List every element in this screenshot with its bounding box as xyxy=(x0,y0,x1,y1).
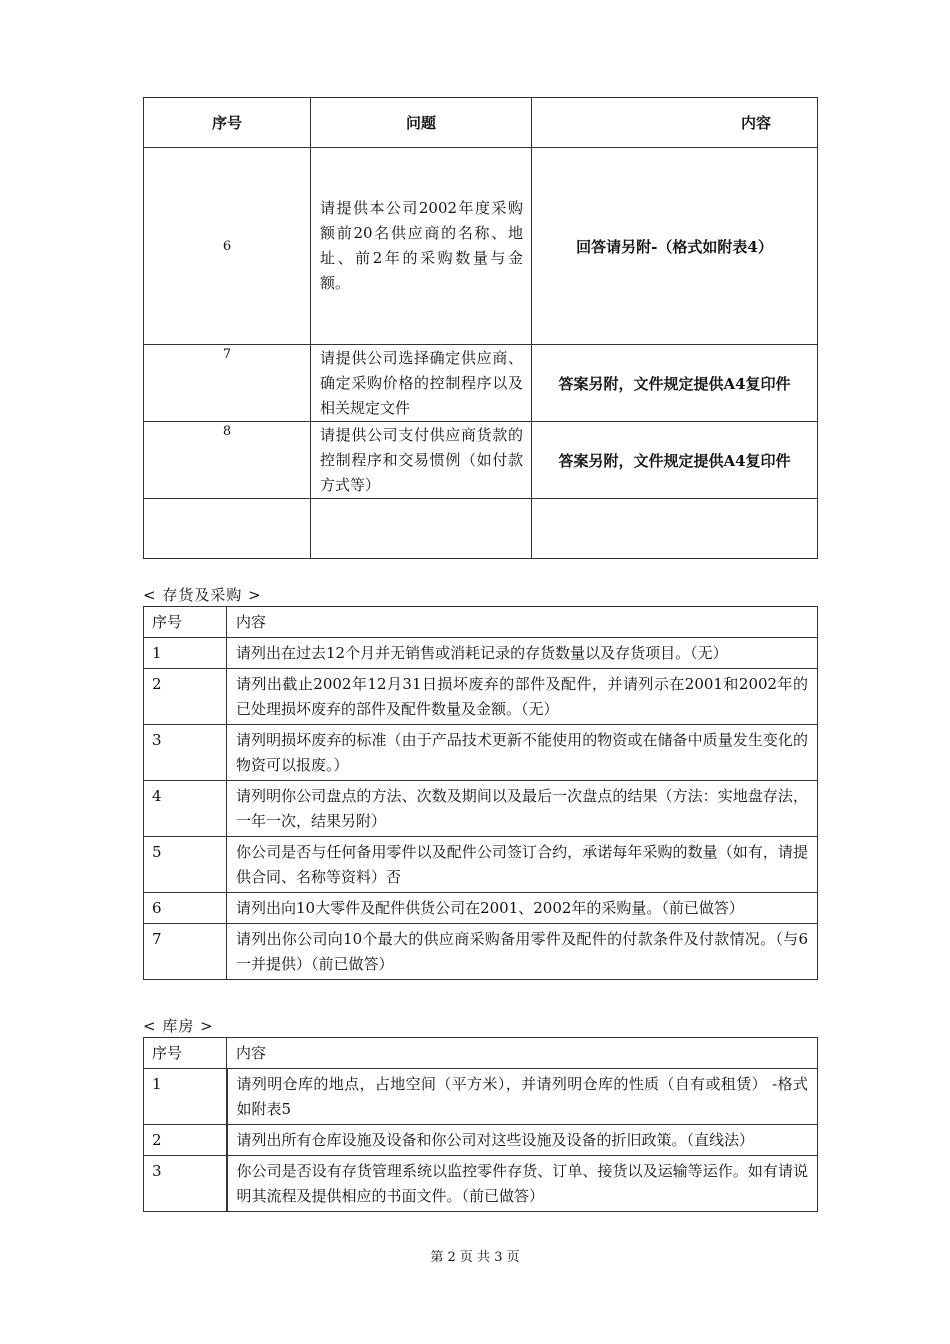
row-number: 4 xyxy=(144,781,227,837)
row-text: 请列明仓库的地点，占地空间（平方米），并请列明仓库的性质（自有或租赁） -格式如附表5 xyxy=(227,1069,818,1125)
row-text: 你公司是否设有存货管理系统以监控零件存货、订单、接货以及运输等运作。如有请说明其流程及提供相应的书面文件。（前已做答） xyxy=(227,1156,818,1212)
row-text: 请列明你公司盘点的方法、次数及期间以及最后一次盘点的结果（方法：实地盘存法，一年一次，结果另附） xyxy=(227,781,818,837)
row-number: 2 xyxy=(144,1125,227,1156)
empty-row xyxy=(144,499,818,559)
header-number: 序号 xyxy=(144,607,227,638)
row-text: 请列出向10大零件及配件供货公司在2001、2002年的采购量。（前已做答） xyxy=(227,893,818,924)
empty-cell xyxy=(532,499,818,559)
row-number: 7 xyxy=(144,924,227,980)
row-number: 1 xyxy=(144,1069,227,1125)
warehouse-table xyxy=(143,1037,818,1212)
table-row xyxy=(144,924,818,980)
table-row xyxy=(144,725,818,781)
table-row xyxy=(144,837,818,893)
row-number: 8 xyxy=(144,422,311,499)
row-question: 请提供本公司2002年度采购额前20名供应商的名称、地址、前2年的采购数量与金额。 xyxy=(311,148,532,345)
row-number: 3 xyxy=(144,1156,227,1212)
table-row xyxy=(144,422,818,499)
section-title-warehouse: < 库房 > xyxy=(143,1017,214,1035)
header-question: 问题 xyxy=(311,98,532,148)
header-content: 内容 xyxy=(532,98,818,148)
row-answer: 回答请另附-（格式如附表4） xyxy=(532,148,818,345)
row-number: 6 xyxy=(144,148,311,345)
header-number: 序号 xyxy=(144,1038,227,1069)
header-content: 内容 xyxy=(227,607,818,638)
table-row xyxy=(144,669,818,725)
table-row xyxy=(144,638,818,669)
row-text: 请列出截止2002年12月31日损坏废弃的部件及配件，并请列示在2001和2002年的已处理损坏废弃的部件及配件数量及金额。（无） xyxy=(227,669,818,725)
table-row xyxy=(144,345,818,422)
row-text: 请列明损坏废弃的标准（由于产品技术更新不能使用的物资或在储备中质量发生变化的物资可以报废。） xyxy=(227,725,818,781)
empty-cell xyxy=(144,499,311,559)
table-header-row xyxy=(144,1038,818,1069)
header-content: 内容 xyxy=(227,1038,818,1069)
row-answer: 答案另附，文件规定提供A4复印件 xyxy=(532,345,818,422)
header-number: 序号 xyxy=(144,98,311,148)
row-number: 3 xyxy=(144,725,227,781)
row-number: 6 xyxy=(144,893,227,924)
table-row xyxy=(144,893,818,924)
table-row xyxy=(144,1069,818,1125)
row-text: 请列出所有仓库设施及设备和你公司对这些设施及设备的折旧政策。（直线法） xyxy=(227,1125,818,1156)
row-number: 5 xyxy=(144,837,227,893)
row-number: 1 xyxy=(144,638,227,669)
row-text: 你公司是否与任何备用零件以及配件公司签订合约，承诺每年采购的数量（如有，请提供合同、名称等资料）否 xyxy=(227,837,818,893)
table-header-row xyxy=(144,607,818,638)
table-row xyxy=(144,1125,818,1156)
row-question: 请提供公司选择确定供应商、确定采购价格的控制程序以及相关规定文件 xyxy=(311,345,532,422)
question-table xyxy=(143,97,818,559)
table-row xyxy=(144,148,818,345)
inventory-table xyxy=(143,606,818,980)
section-title-inventory: < 存货及采购 > xyxy=(143,586,262,604)
empty-cell xyxy=(311,499,532,559)
page-footer: 第 2 页 共 3 页 xyxy=(430,1250,520,1265)
table-row xyxy=(144,781,818,837)
row-text: 请列出在过去12个月并无销售或消耗记录的存货数量以及存货项目。（无） xyxy=(227,638,818,669)
row-answer: 答案另附，文件规定提供A4复印件 xyxy=(532,422,818,499)
row-number: 2 xyxy=(144,669,227,725)
row-number: 7 xyxy=(144,345,311,422)
table-header-row xyxy=(144,98,818,148)
row-question: 请提供公司支付供应商货款的控制程序和交易惯例（如付款方式等） xyxy=(311,422,532,499)
row-text: 请列出你公司向10个最大的供应商采购备用零件及配件的付款条件及付款情况。（与6一并提供）（前已做答） xyxy=(227,924,818,980)
table-row xyxy=(144,1156,818,1212)
